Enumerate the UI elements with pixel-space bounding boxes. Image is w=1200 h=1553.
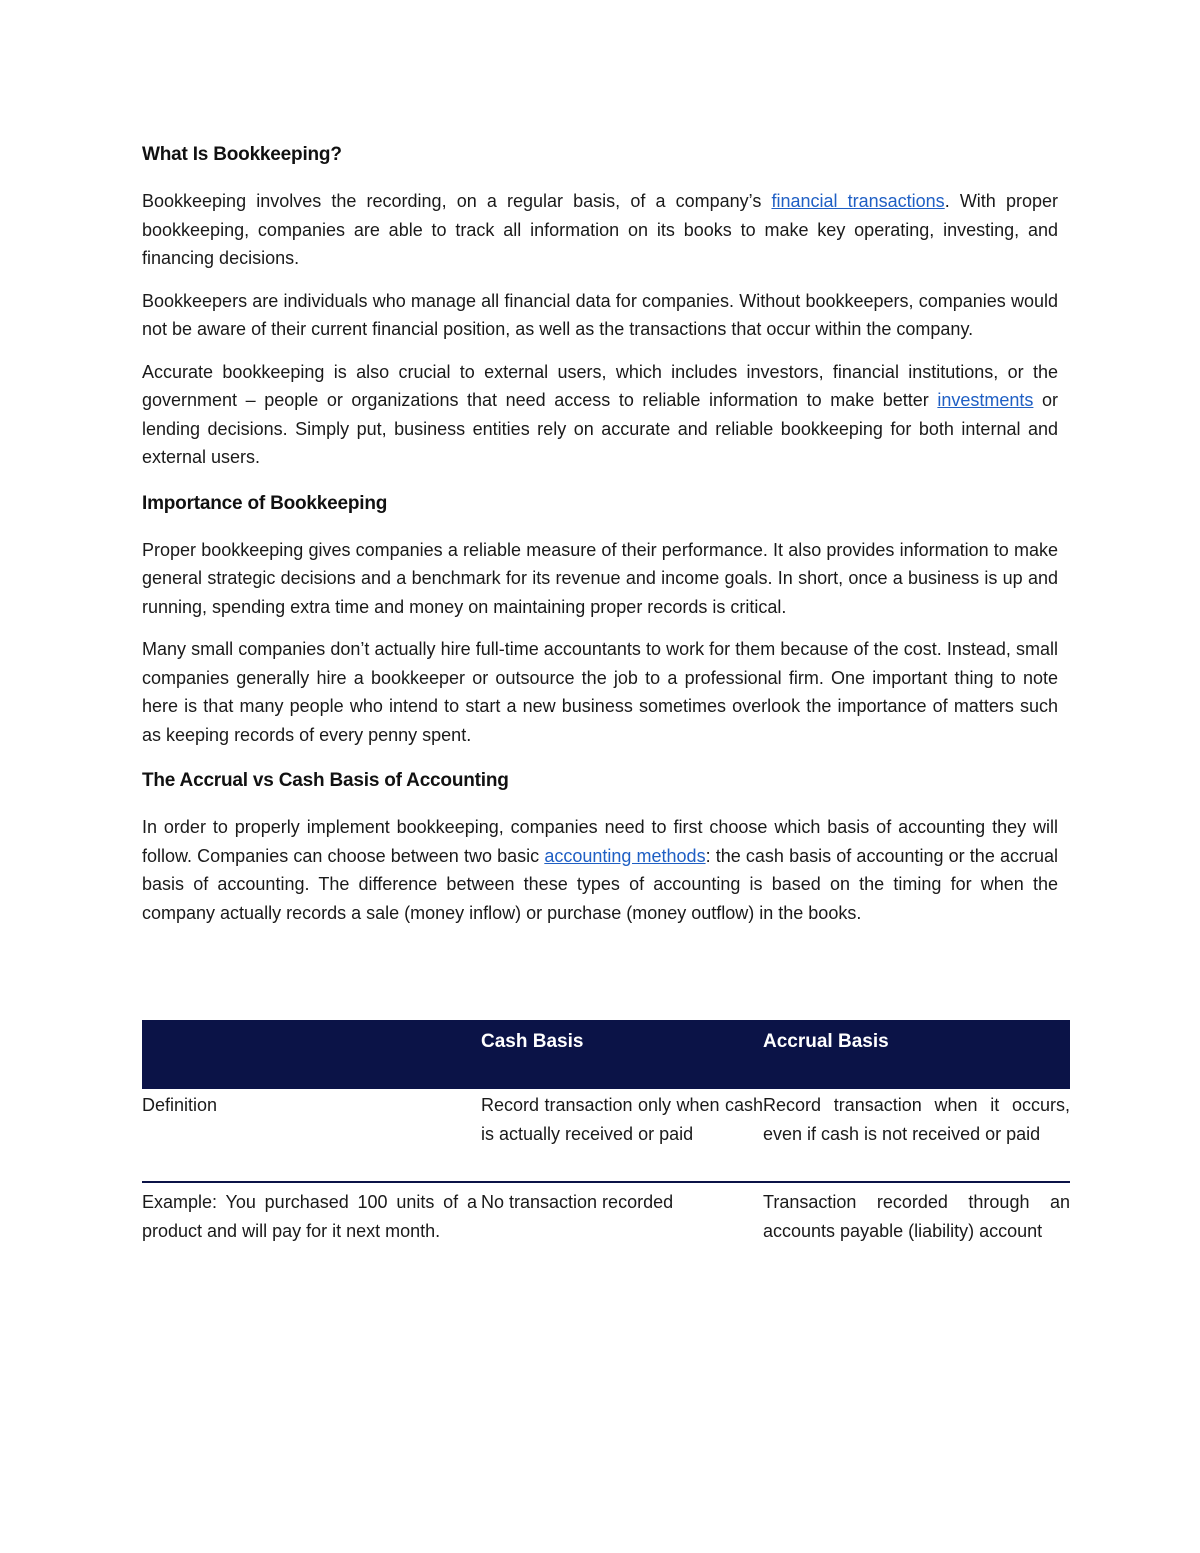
section-heading-importance: Importance of Bookkeeping xyxy=(142,492,388,514)
paragraph-text: : the cash basis of accounting or the accrual basis of accounting. The difference between these types of accounting is based on the timing for when the company actually records a sale (money inflow) or purchase (money outflow) in the books. xyxy=(142,845,1059,923)
investments-link[interactable]: investments xyxy=(937,390,1034,410)
table-header-cell-accrual-basis: Accrual Basis xyxy=(763,1020,1070,1089)
paragraph xyxy=(142,813,1058,927)
table-cell: Definition xyxy=(142,1089,481,1182)
table-row xyxy=(142,1182,1070,1245)
financial-transactions-link[interactable]: financial transactions xyxy=(771,191,945,211)
accounting-methods-link[interactable]: accounting methods xyxy=(544,845,706,866)
table-cell: Record transaction only when cash is actually received or paid xyxy=(481,1089,763,1182)
paragraph xyxy=(142,187,1058,273)
paragraph: Proper bookkeeping gives companies a reliable measure of their performance. It also provides information to make general strategic decisions and a benchmark for its revenue and income goals. In short, once a business is up and running, spending extra time and money on maintaining proper records is critical. xyxy=(142,539,1058,617)
paragraph: Many small companies don’t actually hire full-time accountants to work for them because of the cost. Instead, small companies generally hire a bookkeeper or outsource the job to a professional firm. One important thing to note here is that many people who intend to start a new business sometimes overlook the importance of matters such as keeping records of every penny spent. xyxy=(142,639,1058,745)
table-row xyxy=(142,1089,1070,1182)
table-header-cell xyxy=(142,1020,481,1089)
paragraph-text: In order to properly implement bookkeeping, companies need to first choose which basis of accounting they will follow. Companies can choose between two basic xyxy=(142,817,1058,866)
table-cell: Example: You purchased 100 units of a product and will pay for it next month. xyxy=(142,1192,477,1241)
paragraph-text: Bookkeeping involves the recording, on a regular basis, of a company’s xyxy=(142,191,772,211)
table-cell: No transaction recorded xyxy=(481,1192,674,1212)
paragraph-text: Accurate bookkeeping is also crucial to external users, which includes investors, financial institutions, or the government – people or organizations that need access to reliable information to make better xyxy=(142,361,1058,410)
table-cell: Record transaction when it occurs, even if cash is not received or paid xyxy=(763,1089,1070,1182)
comparison-table xyxy=(142,1020,1070,1245)
table-header-cell-cash-basis: Cash Basis xyxy=(481,1020,763,1089)
section-heading-what-is-bookkeeping: What Is Bookkeeping? xyxy=(142,144,342,165)
paragraph-text: . With proper bookkeeping, companies are able to track all information on its books to make key operating, investing, and financing decisions. xyxy=(142,191,1058,268)
paragraph: Bookkeepers are individuals who manage all financial data for companies. Without bookkeepers, companies would not be aware of their current financial position, as well as the transactions that occur within the company. xyxy=(142,290,1058,339)
paragraph xyxy=(142,358,1058,472)
document-body xyxy=(142,141,1058,941)
section-heading-accrual-vs-cash: The Accrual vs Cash Basis of Accounting xyxy=(142,770,509,791)
table-header-row xyxy=(142,1020,1070,1089)
paragraph-text: or lending decisions. Simply put, business entities rely on accurate and reliable bookkeeping for both internal and external users. xyxy=(142,390,1058,467)
table-cell: Transaction recorded through an accounts payable (liability) account xyxy=(763,1192,1070,1241)
